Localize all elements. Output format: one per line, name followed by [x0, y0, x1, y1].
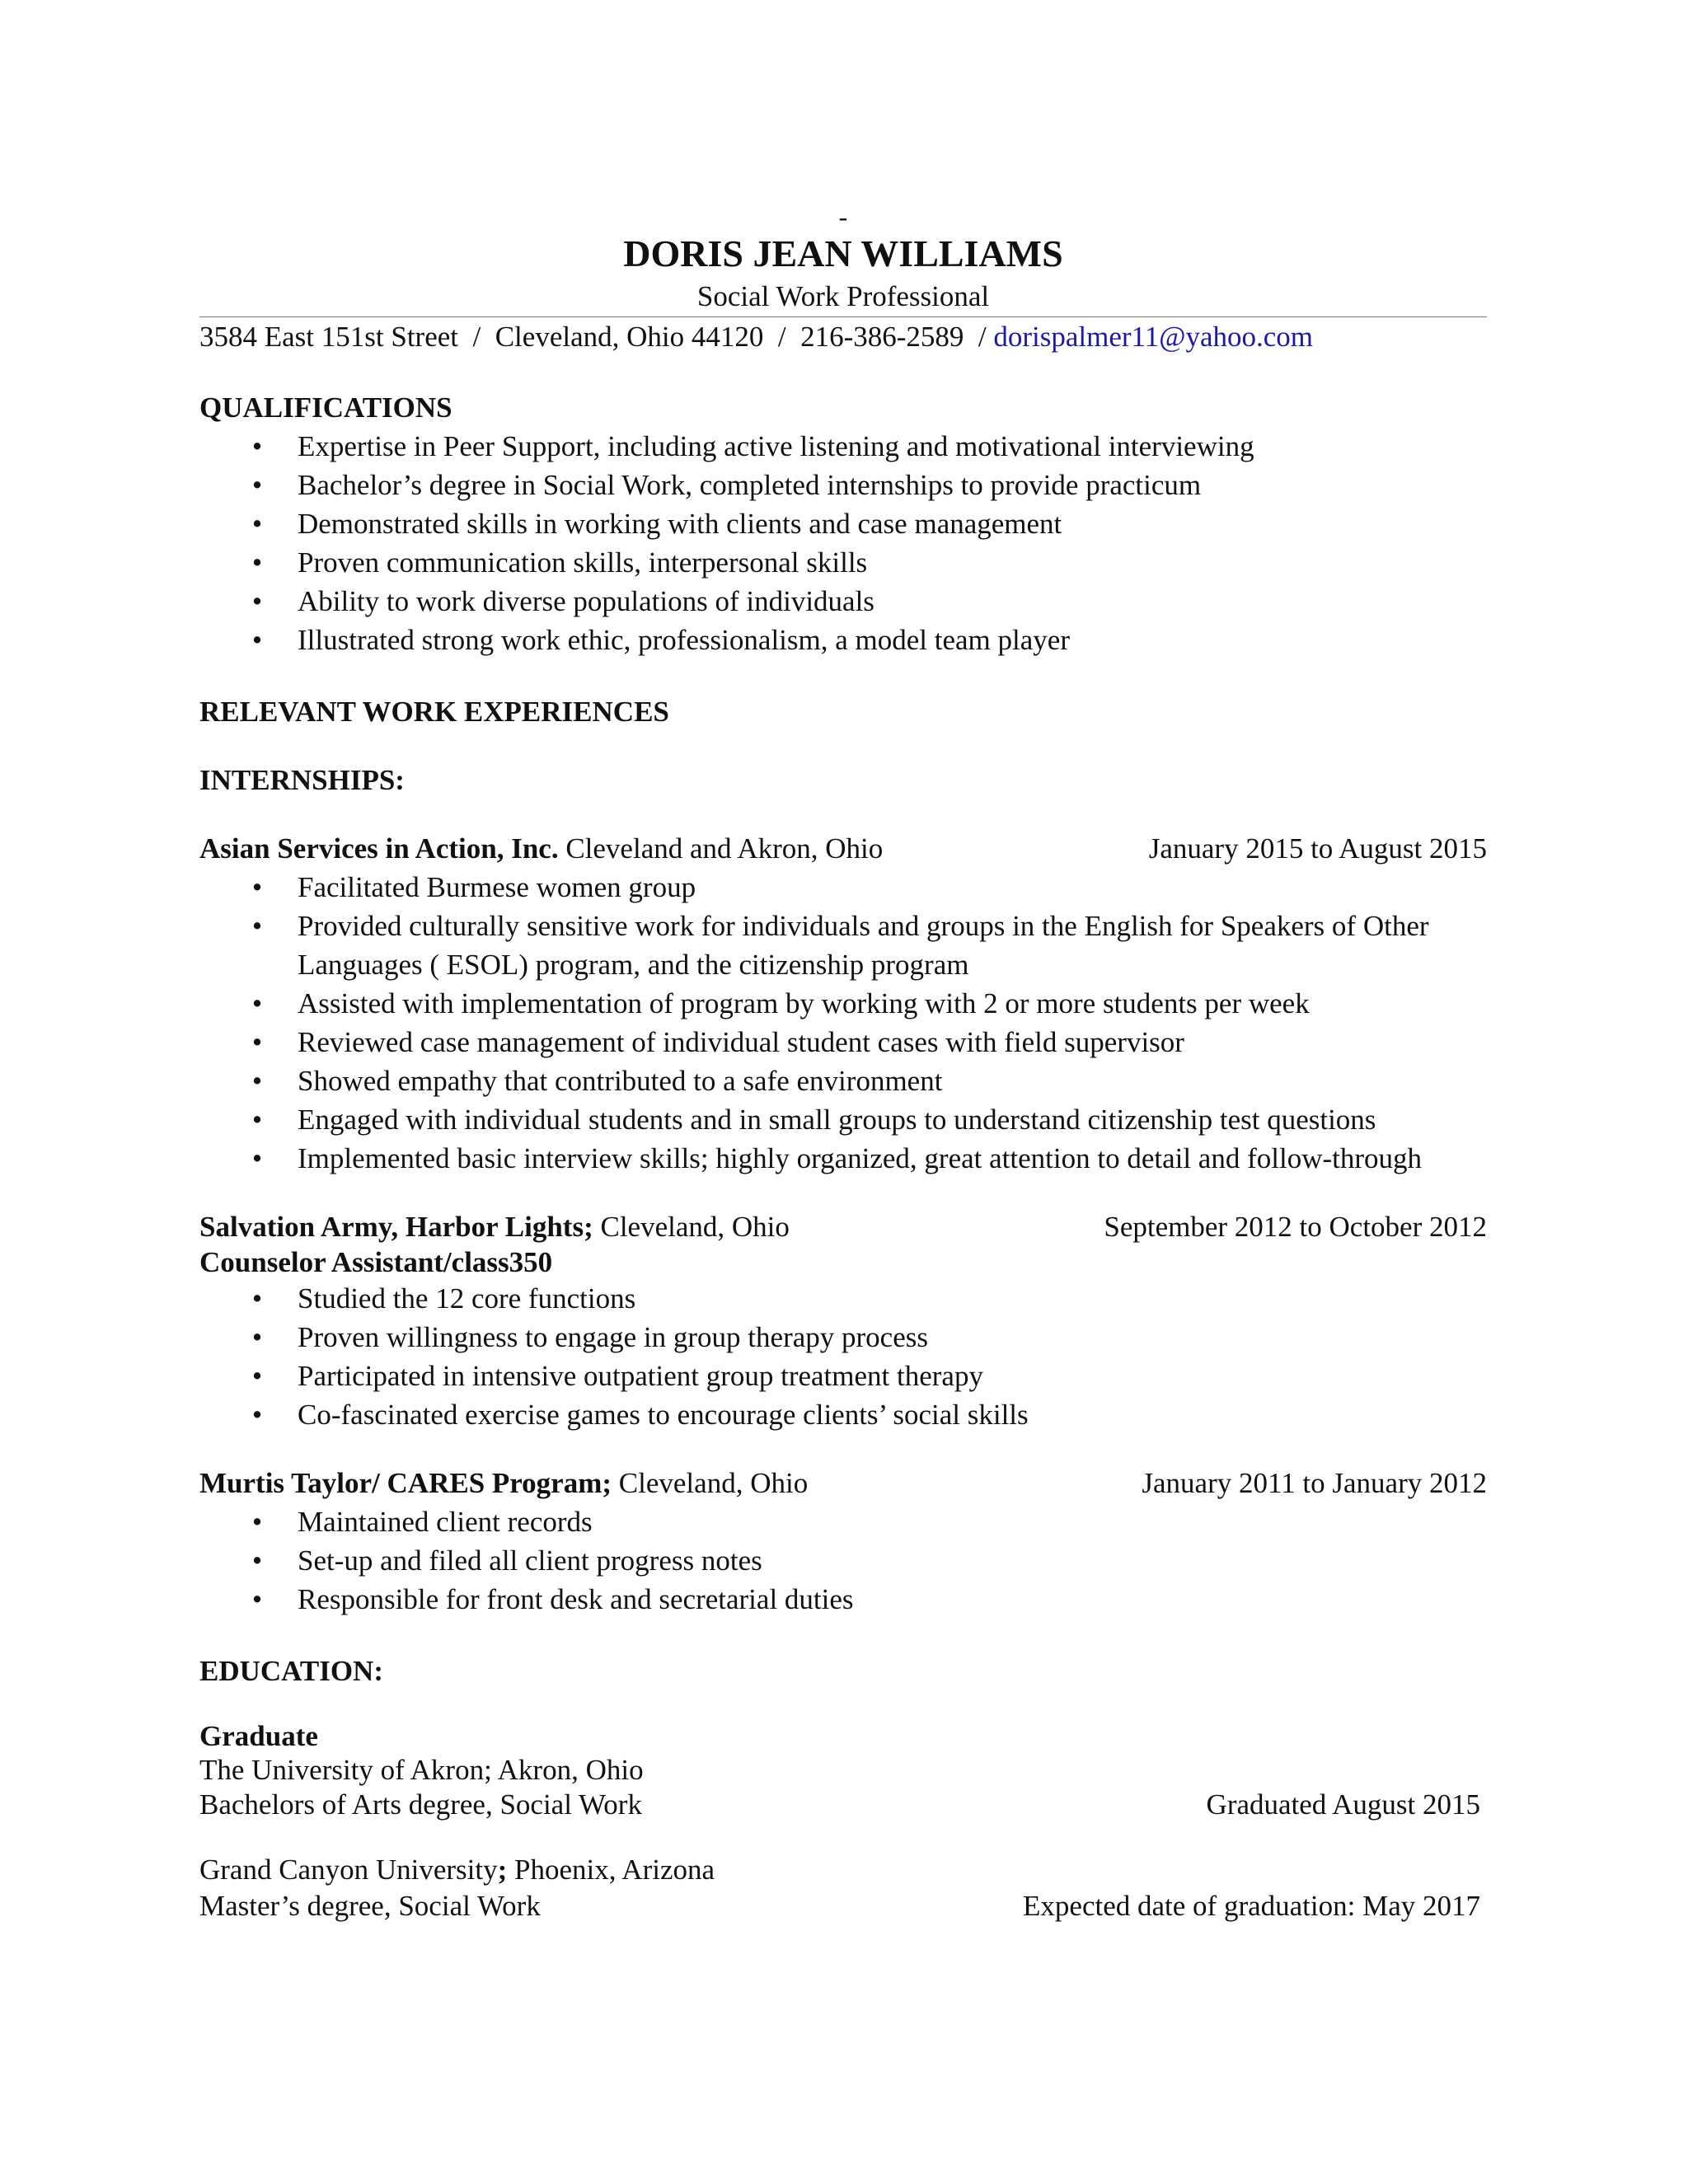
list-item: • Facilitated Burmese women group — [199, 868, 1487, 907]
school-name: Grand Canyon University — [199, 1854, 498, 1886]
list-item: • Provided culturally sensitive work for individuals and groups in the English for Speakers of Other Languages ( ESOL) program, and the citizenship program — [199, 907, 1487, 984]
qualifications-list — [199, 427, 1487, 659]
job-role: Counselor Assistant/class350 — [199, 1246, 553, 1278]
job-duties-list — [199, 868, 1487, 1178]
bullet-icon: • — [251, 430, 263, 462]
bullet-icon: • — [251, 1026, 263, 1058]
bullet-icon: • — [251, 1506, 263, 1538]
bullet-icon: • — [251, 546, 263, 579]
degree-row — [199, 1888, 1487, 1924]
qualifications-heading: QUALIFICATIONS — [199, 391, 452, 424]
bullet-icon: • — [251, 624, 263, 656]
list-item: • Illustrated strong work ethic, professionalism, a model team player — [199, 621, 1487, 659]
list-item: • Implemented basic interview skills; highly organized, great attention to detail and follow-through — [199, 1139, 1487, 1178]
job-organization: Salvation Army, Harbor Lights; — [199, 1211, 593, 1243]
bullet-icon: • — [251, 1065, 263, 1097]
list-item: • Maintained client records — [199, 1502, 1487, 1541]
list-item: • Assisted with implementation of program by working with 2 or more students per week — [199, 984, 1487, 1023]
school-name-line: The University of Akron; Akron, Ohio — [199, 1754, 644, 1786]
bullet-icon: • — [251, 585, 263, 617]
school-location: Phoenix, Arizona — [507, 1854, 715, 1886]
bullet-icon: • — [251, 1399, 263, 1431]
job-header — [199, 829, 1487, 868]
email-link[interactable]: dorispalmer11@yahoo.com — [993, 321, 1314, 353]
professional-title: Social Work Professional — [696, 280, 990, 312]
job-organization: Murtis Taylor/ CARES Program; — [199, 1467, 612, 1499]
bullet-icon: • — [251, 508, 263, 540]
job-duties-list — [199, 1279, 1487, 1434]
internships-heading: INTERNSHIPS: — [199, 764, 405, 796]
list-item: • Proven communication skills, interpersonal skills — [199, 543, 1487, 582]
list-item: • Participated in intensive outpatient group treatment therapy — [199, 1357, 1487, 1395]
list-item: • Demonstrated skills in working with clients and case management — [199, 504, 1487, 543]
job-location: Cleveland, Ohio — [612, 1467, 809, 1499]
job-dates: January 2011 to January 2012 — [1142, 1467, 1487, 1499]
bullet-icon: • — [251, 871, 263, 903]
list-item: • Showed empathy that contributed to a safe environment — [199, 1062, 1487, 1100]
bullet-icon: • — [251, 1583, 263, 1615]
resume-content — [199, 204, 1487, 1924]
job-header — [199, 1207, 1487, 1246]
list-item: • Engaged with individual students and in small groups to understand citizenship test questions — [199, 1100, 1487, 1139]
experience-heading: RELEVANT WORK EXPERIENCES — [199, 696, 669, 728]
list-item: • Expertise in Peer Support, including active listening and motivational interviewing — [199, 427, 1487, 466]
education-heading: EDUCATION: — [199, 1655, 383, 1687]
job-duties-list — [199, 1502, 1487, 1619]
graduation-date: Graduated August 2015 — [1206, 1788, 1480, 1821]
education-level: Graduate — [199, 1720, 318, 1752]
bullet-icon: • — [251, 1282, 263, 1315]
list-item: • Responsible for front desk and secretarial duties — [199, 1580, 1487, 1619]
degree-name: Bachelors of Arts degree, Social Work — [199, 1788, 642, 1821]
degree-row — [199, 1788, 1487, 1822]
job-location: Cleveland, Ohio — [593, 1211, 790, 1243]
list-item: • Set-up and filed all client progress notes — [199, 1541, 1487, 1580]
list-item: • Proven willingness to engage in group therapy process — [199, 1318, 1487, 1357]
header-dash: - — [838, 202, 848, 232]
job-location: Cleveland and Akron, Ohio — [558, 832, 884, 865]
list-item: • Reviewed case management of individual student cases with field supervisor — [199, 1023, 1487, 1062]
bullet-icon: • — [251, 469, 263, 501]
list-item: • Co-fascinated exercise games to encourage clients’ social skills — [199, 1395, 1487, 1434]
school-location: Akron, Ohio — [491, 1754, 644, 1786]
graduation-date: Expected date of graduation: May 2017 — [1023, 1890, 1480, 1922]
bullet-icon: • — [251, 1544, 263, 1577]
bullet-icon: • — [251, 910, 263, 942]
job-header — [199, 1464, 1487, 1502]
list-item: • Bachelor’s degree in Social Work, completed internships to provide practicum — [199, 466, 1487, 504]
degree-name: Master’s degree, Social Work — [199, 1890, 541, 1922]
list-item: • Studied the 12 core functions — [199, 1279, 1487, 1318]
school-name: The University of Akron — [199, 1754, 485, 1786]
bullet-icon: • — [251, 1104, 263, 1136]
bullet-icon: • — [251, 987, 263, 1019]
job-dates: September 2012 to October 2012 — [1104, 1211, 1487, 1243]
bullet-icon: • — [251, 1360, 263, 1392]
job-dates: January 2015 to August 2015 — [1148, 832, 1487, 865]
bullet-icon: • — [251, 1142, 263, 1174]
list-item: • Ability to work diverse populations of individuals — [199, 582, 1487, 621]
candidate-name: DORIS JEAN WILLIAMS — [623, 232, 1063, 274]
contact-line — [199, 317, 1487, 357]
school-name-line: Grand Canyon University; Phoenix, Arizona — [199, 1854, 715, 1886]
contact-details: 3584 East 151st Street / Cleveland, Ohio 44120 / 216-386-2589 / — [199, 321, 994, 353]
job-organization: Asian Services in Action, Inc. — [199, 832, 559, 865]
bullet-icon: • — [251, 1321, 263, 1353]
